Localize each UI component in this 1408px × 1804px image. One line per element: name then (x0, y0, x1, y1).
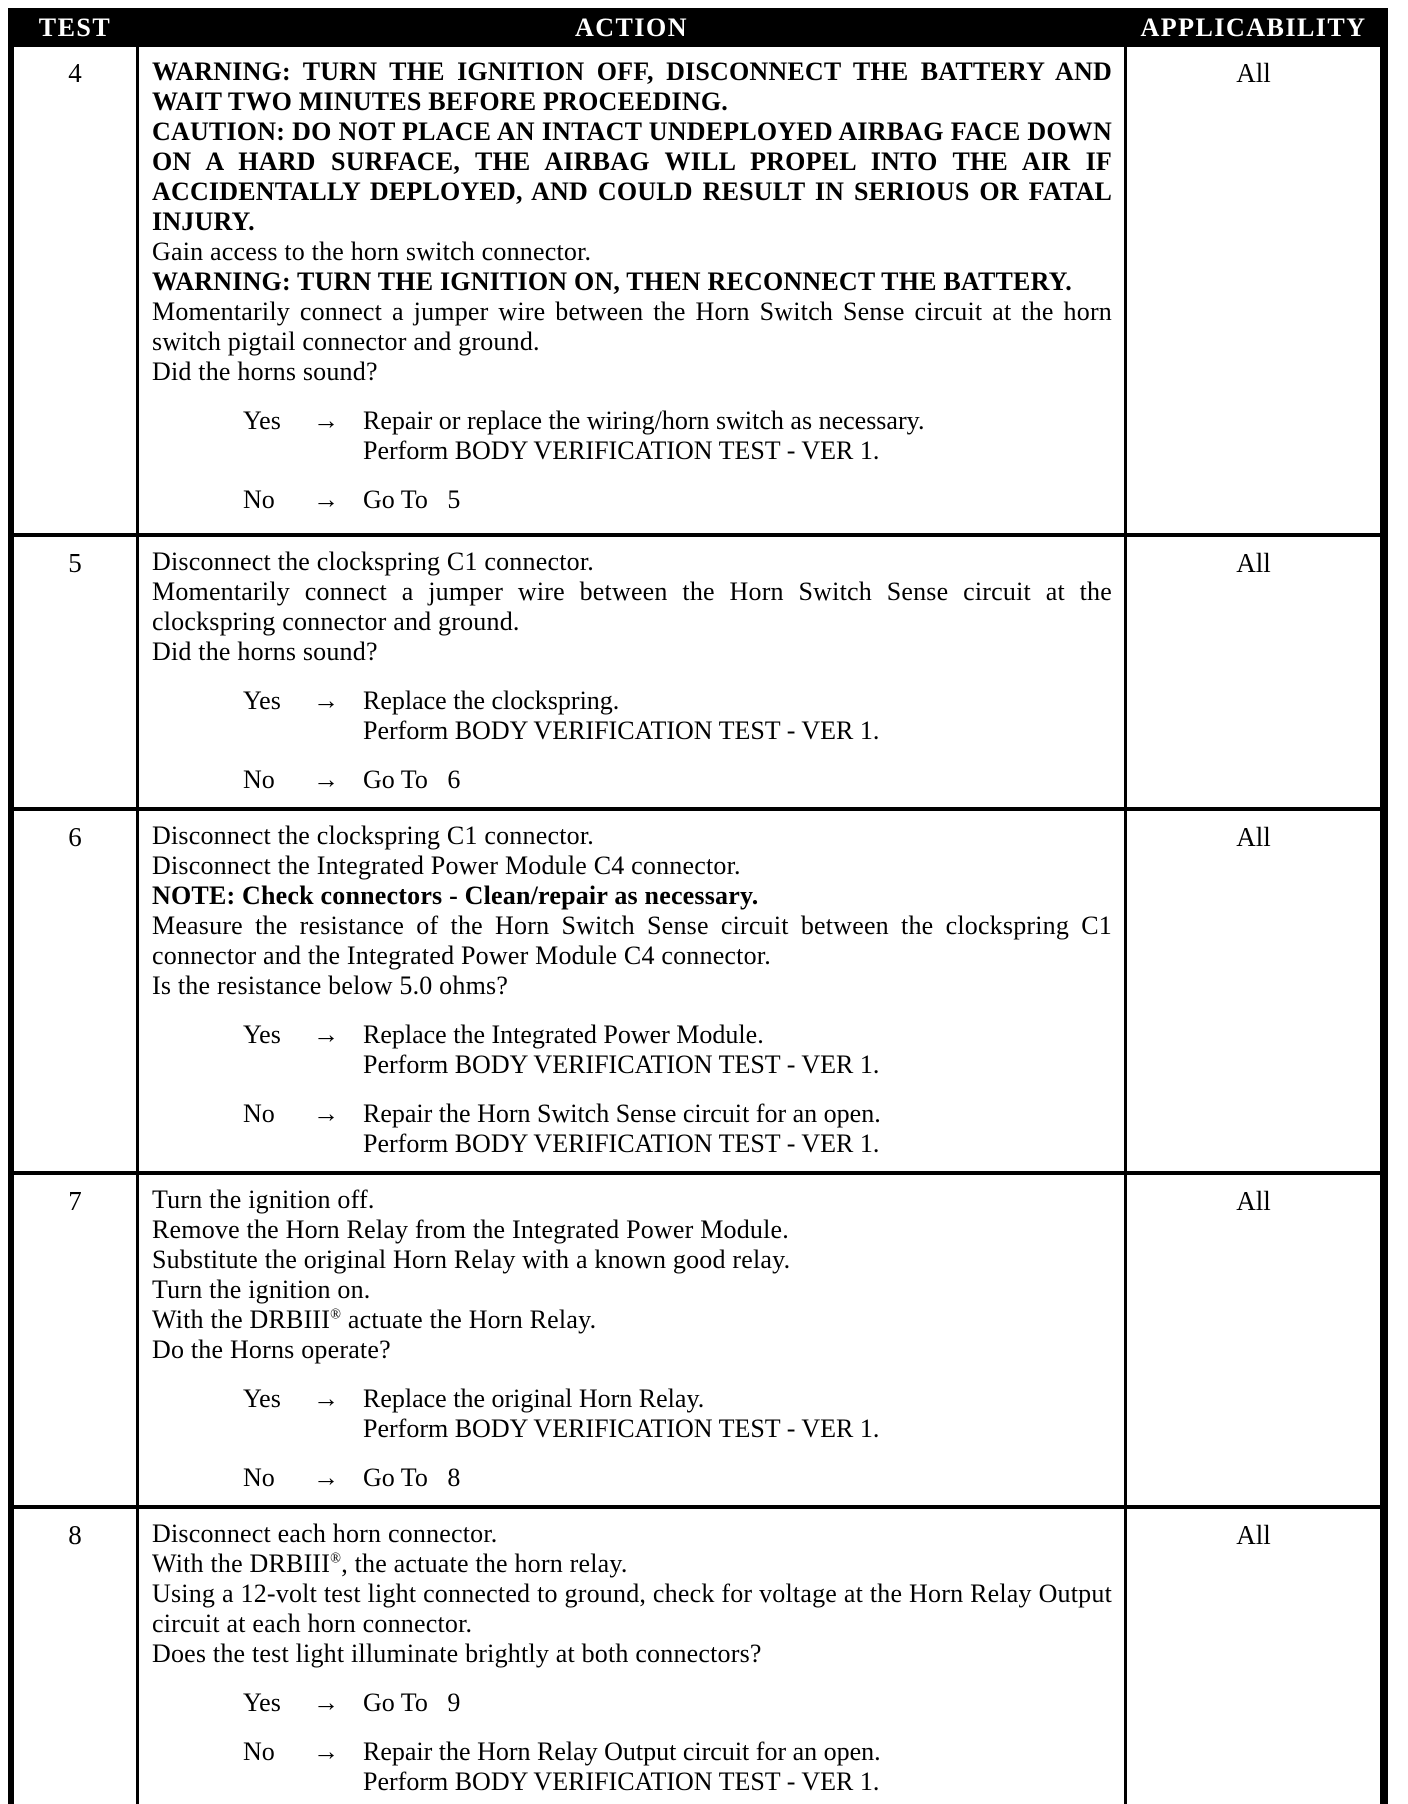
applicability-value: All (1236, 1520, 1271, 1550)
action-warning-line: CAUTION: DO NOT PLACE AN INTACT UNDEPLOYED AIRBAG FACE DOWN ON A HARD SURFACE, THE AIRBAG WILL PROPEL INTO THE AIR IF ACCIDENTALLY DEPLOYED, AND COULD RESULT IN SERIOUS OR FATAL INJURY. (152, 117, 1112, 236)
test-number: 5 (68, 548, 82, 578)
decision-branches (152, 686, 1112, 795)
branch-result-line: Perform BODY VERIFICATION TEST - VER 1. (363, 1129, 880, 1158)
table-body (14, 47, 1380, 1804)
action-text-block (152, 547, 1112, 667)
applicability-value: All (1236, 58, 1271, 88)
header-applicability: APPLICABILITY (1140, 12, 1367, 42)
table-row (14, 47, 1380, 533)
arrow-icon: → (313, 1384, 339, 1413)
action-cell (136, 537, 1127, 807)
action-text-block (152, 1185, 1112, 1365)
decision-branch (243, 1099, 1112, 1159)
branch-answer-label: No (243, 1099, 275, 1128)
branch-result-line: Replace the original Horn Relay. (363, 1384, 705, 1413)
table-row (14, 533, 1380, 807)
branch-result-line: Perform BODY VERIFICATION TEST - VER 1. (363, 1050, 880, 1079)
action-text-block (152, 1519, 1112, 1669)
branch-result-line: Replace the Integrated Power Module. (363, 1020, 764, 1049)
action-text-block (152, 57, 1112, 387)
decision-branches (152, 1020, 1112, 1159)
decision-branches (152, 406, 1112, 515)
branch-result-line: Go To 9 (363, 1688, 461, 1717)
table-row (14, 807, 1380, 1171)
registered-trademark-symbol: ® (330, 1550, 342, 1567)
decision-branch (243, 1737, 1112, 1797)
applicability-value: All (1236, 822, 1271, 852)
branch-result-line: Go To 8 (363, 1463, 461, 1492)
decision-branch (243, 1463, 1112, 1493)
action-line: Substitute the original Horn Relay with a known good relay. (152, 1245, 791, 1274)
branch-result-line: Replace the clockspring. (363, 686, 620, 715)
action-line: Disconnect each horn connector. (152, 1519, 498, 1548)
decision-branch (243, 1020, 1112, 1080)
action-cell (136, 811, 1127, 1171)
test-number: 8 (68, 1520, 82, 1550)
test-number: 6 (68, 822, 82, 852)
branch-result-block (363, 1737, 1112, 1797)
action-line: Remove the Horn Relay from the Integrated Power Module. (152, 1215, 789, 1244)
decision-branches (152, 1688, 1112, 1797)
action-cell (136, 1175, 1127, 1505)
branch-result-block (363, 485, 1112, 515)
action-line: With the DRBIII®, the actuate the horn relay. (152, 1549, 628, 1578)
arrow-icon: → (313, 765, 339, 794)
applicability-value: All (1236, 1186, 1271, 1216)
branch-result-line: Repair the Horn Relay Output circuit for an open. (363, 1737, 881, 1766)
action-cell (136, 1509, 1127, 1804)
action-line: Disconnect the Integrated Power Module C4 connector. (152, 851, 741, 880)
branch-result-block (363, 406, 1112, 466)
decision-branch (243, 1384, 1112, 1444)
applicability-value: All (1236, 548, 1271, 578)
registered-trademark-symbol: ® (330, 1306, 342, 1323)
branch-answer-label: No (243, 1463, 275, 1492)
header-test: TEST (38, 12, 112, 42)
branch-answer-label: Yes (243, 406, 281, 435)
action-line: Did the horns sound? (152, 357, 378, 386)
action-warning-line: WARNING: TURN THE IGNITION ON, THEN RECONNECT THE BATTERY. (152, 267, 1072, 296)
diagnostic-test-table (8, 8, 1388, 1804)
decision-branch (243, 686, 1112, 746)
arrow-icon: → (313, 406, 339, 435)
decision-branch (243, 765, 1112, 795)
table-header-row (14, 8, 1380, 47)
action-line: Does the test light illuminate brightly at both connectors? (152, 1639, 762, 1668)
action-warning-line: WARNING: TURN THE IGNITION OFF, DISCONNECT THE BATTERY AND WAIT TWO MINUTES BEFORE PROCEEDING. (152, 57, 1112, 116)
arrow-icon: → (313, 1463, 339, 1492)
branch-result-line: Go To 5 (363, 485, 461, 514)
branch-result-block (363, 1099, 1112, 1159)
branch-result-block (363, 1688, 1112, 1718)
decision-branch (243, 406, 1112, 466)
branch-result-line: Perform BODY VERIFICATION TEST - VER 1. (363, 1767, 880, 1796)
branch-answer-label: No (243, 485, 275, 514)
branch-answer-label: Yes (243, 1688, 281, 1717)
branch-result-block (363, 1463, 1112, 1493)
action-line: Turn the ignition off. (152, 1185, 375, 1214)
branch-answer-label: No (243, 765, 275, 794)
action-line: Momentarily connect a jumper wire between the Horn Switch Sense circuit at the clockspring connector and ground. (152, 577, 1112, 636)
action-line: Turn the ignition on. (152, 1275, 371, 1304)
header-action: ACTION (574, 12, 688, 42)
test-number: 4 (68, 58, 82, 88)
arrow-icon: → (313, 686, 339, 715)
branch-result-line: Repair the Horn Switch Sense circuit for an open. (363, 1099, 881, 1128)
branch-result-line: Perform BODY VERIFICATION TEST - VER 1. (363, 1414, 880, 1443)
table-row (14, 1171, 1380, 1505)
branch-result-line: Perform BODY VERIFICATION TEST - VER 1. (363, 716, 880, 745)
branch-answer-label: Yes (243, 686, 281, 715)
action-line: Momentarily connect a jumper wire between the Horn Switch Sense circuit at the horn switch pigtail connector and ground. (152, 297, 1112, 356)
action-line: Disconnect the clockspring C1 connector. (152, 821, 594, 850)
action-text-block (152, 821, 1112, 1001)
action-line: Measure the resistance of the Horn Switch Sense circuit between the clockspring C1 connector and the Integrated Power Module C4 connector. (152, 911, 1112, 970)
branch-result-block (363, 686, 1112, 746)
branch-answer-label: Yes (243, 1384, 281, 1413)
branch-result-line: Go To 6 (363, 765, 461, 794)
arrow-icon: → (313, 1020, 339, 1049)
branch-result-line: Repair or replace the wiring/horn switch as necessary. (363, 406, 925, 435)
arrow-icon: → (313, 1737, 339, 1766)
decision-branches (152, 1384, 1112, 1493)
branch-answer-label: Yes (243, 1020, 281, 1049)
table-row (14, 1505, 1380, 1804)
action-line: Using a 12-volt test light connected to ground, check for voltage at the Horn Relay Output circuit at each horn connector. (152, 1579, 1112, 1638)
arrow-icon: → (313, 1688, 339, 1717)
arrow-icon: → (313, 1099, 339, 1128)
action-warning-line: NOTE: Check connectors - Clean/repair as necessary. (152, 881, 759, 910)
decision-branch (243, 485, 1112, 515)
arrow-icon: → (313, 485, 339, 514)
action-line: Do the Horns operate? (152, 1335, 391, 1364)
action-line: Did the horns sound? (152, 637, 378, 666)
branch-answer-label: No (243, 1737, 275, 1766)
branch-result-line: Perform BODY VERIFICATION TEST - VER 1. (363, 436, 880, 465)
decision-branch (243, 1688, 1112, 1718)
branch-result-block (363, 765, 1112, 795)
action-cell (136, 47, 1127, 533)
action-line: With the DRBIII® actuate the Horn Relay. (152, 1305, 597, 1334)
test-number: 7 (68, 1186, 82, 1216)
action-line: Is the resistance below 5.0 ohms? (152, 971, 509, 1000)
action-line: Gain access to the horn switch connector. (152, 237, 592, 266)
branch-result-block (363, 1020, 1112, 1080)
action-line: Disconnect the clockspring C1 connector. (152, 547, 594, 576)
branch-result-block (363, 1384, 1112, 1444)
